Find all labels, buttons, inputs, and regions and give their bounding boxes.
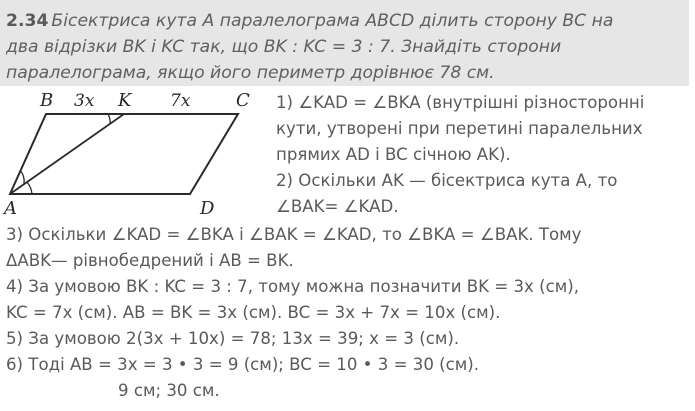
- solution-line-7: ΔABK— рівнобедрений і AB = BK.: [6, 251, 294, 270]
- problem-line-1: 2.34 Бісектриса кута A паралелограма ABCD ділить сторону BC на: [6, 11, 614, 31]
- solution-line-11: 6) Тоді AB = 3x = 3 • 3 = 9 (см); BC = 10 • 3 = 30 (см).: [6, 355, 480, 374]
- label-b: B: [40, 90, 54, 111]
- solution-line-3: прямих AD і BC січною AK).: [276, 145, 511, 164]
- label-bk: 3x: [74, 91, 95, 111]
- solution-line-6: 3) Оскільки ∠KAD = ∠BKA і ∠BAK = ∠KAD, то ∠BKA = ∠BAK. Тому: [6, 225, 582, 244]
- angle-arc-lower: [27, 182, 32, 194]
- problem-number: 2.34: [6, 11, 49, 31]
- label-d: D: [200, 198, 215, 218]
- angle-arc-k: [108, 114, 110, 124]
- solution-line-5: ∠BAK= ∠KAD.: [276, 197, 399, 216]
- solution-line-8: 4) За умовою BK : KC = 3 : 7, тому можна позначити BK = 3x (см),: [6, 277, 580, 296]
- problem-line-2: два відрізки BK і KC так, що BK : KC = 3 : 7. Знайдіть сторони: [6, 37, 562, 57]
- answer-line: 9 см; 30 см.: [118, 381, 220, 400]
- problem-line-3: паралелограма, якщо його периметр дорівнює 78 см.: [6, 63, 495, 83]
- label-a: A: [4, 198, 17, 218]
- label-kc: 7x: [170, 91, 191, 111]
- problem-statement: [0, 0, 689, 86]
- solution-line-10: 5) За умовою 2(3x + 10x) = 78; 13x = 39; x = 3 (см).: [6, 329, 460, 348]
- solution-line-2: кути, утворені при перетині паралельних: [276, 119, 643, 138]
- label-c: C: [236, 90, 250, 111]
- solution-line-1: 1) ∠KAD = ∠BKA (внутрішні різносторонні: [276, 93, 645, 112]
- solution-line-9: KC = 7x (см). AB = BK = 3x (см). BC = 3x + 7x = 10x (см).: [6, 303, 501, 322]
- label-k: K: [118, 90, 132, 111]
- parallelogram-shape: [10, 114, 238, 194]
- parallelogram-figure: [0, 88, 270, 218]
- solution-line-4: 2) Оскільки AK — бісектриса кута A, то: [276, 171, 618, 190]
